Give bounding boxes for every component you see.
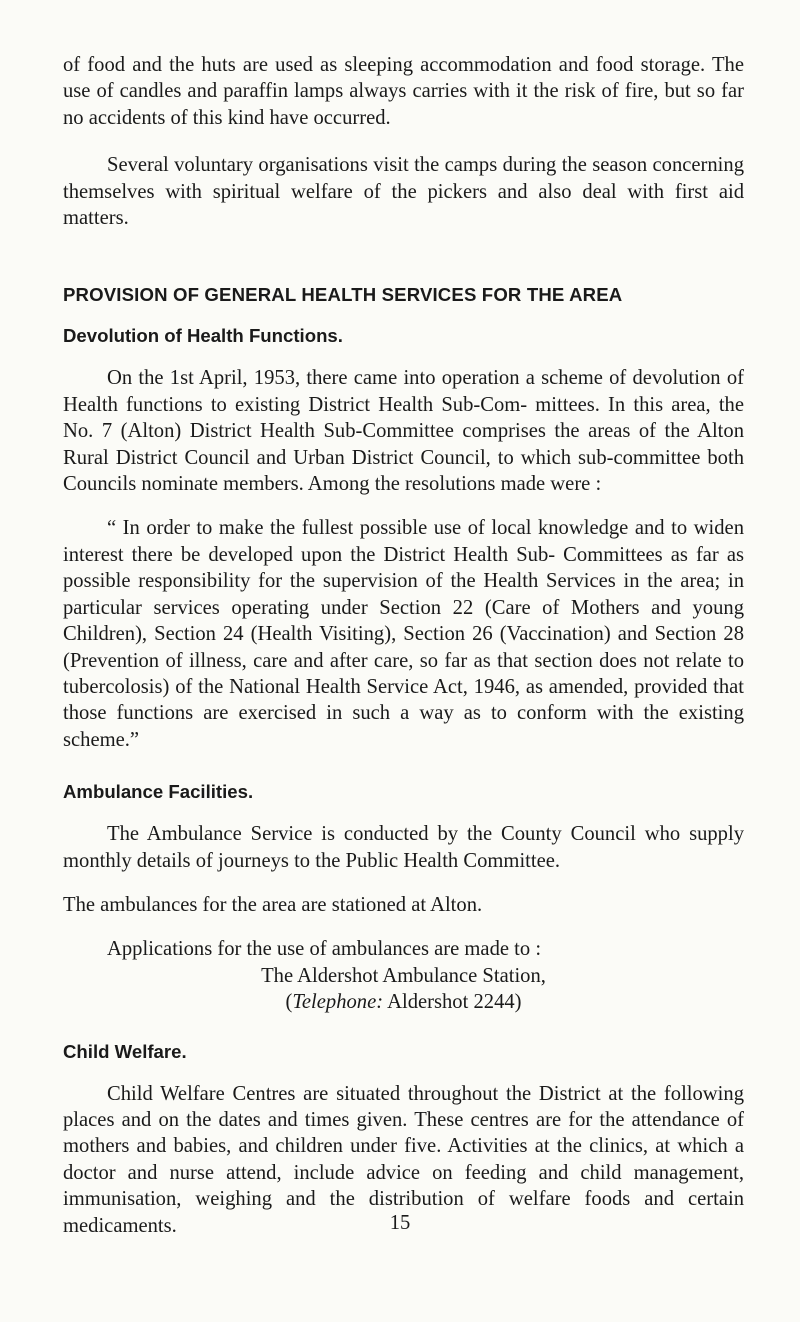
resolution-quote: “ In order to make the fullest possible use of local knowledge and to widen interest there be developed upon the District Health Sub- Committees as far as possible responsibility for the supervision of the Health Services in the area; in particular services operating under Section 22 (Care of Mothers and young Children), Section 24 (Health Visiting), Section 26 (Vaccination) and Section 28 (Prevention of illness, care and after care, so far as that section does not relate to tubercolosis) of the National Health Service Act, 1946, as amended, provided that those functions are exercised in such a way as to conform with the existing scheme.” [63,517,744,751]
ambulance-station-name: The Aldershot Ambulance Station, [261,964,546,987]
ambulance-service-paragraph: The Ambulance Service is conducted by the County Council who supply monthly details of journeys to the Public Health Committee. [63,823,744,872]
paragraph-food-storage: of food and the huts are used as sleeping accommodation and food storage. The use of candles and paraffin lamps always carries with it the risk of fire, but so far no accidents of this kind have occurred. [63,54,744,129]
page-number: 15 [389,1212,411,1234]
section-heading: PROVISION OF GENERAL HEALTH SERVICES FOR THE AREA [63,284,623,306]
ambulance-heading: Ambulance Facilities. [63,781,254,803]
ambulance-telephone: (Telephone: Aldershot 2244) [285,991,522,1014]
child-welfare-heading: Child Welfare. [63,1040,187,1062]
devolution-heading: Devolution of Health Functions. [63,325,343,347]
paragraph-voluntary-organisations: Several voluntary organisations visit the camps during the season concerning themselves with spiritual welfare of the pickers and also deal with first aid matters. [63,154,744,230]
ambulance-applications-paragraph: Applications for the use of ambulances are made to : [107,938,542,961]
document-page [63,52,744,1239]
telephone-label: Telephone: [292,991,384,1014]
child-welfare-paragraph: Child Welfare Centres are situated throughout the District at the following places and on the dates and times given. These centres are for the attendance of mothers and babies, and children under five. Activities at the clinics, at which a doctor and nurse attend, include advice on feeding and child management, immunisation, weighing and the distribution of welfare foods and certain medicaments. [63,1082,744,1237]
ambulance-station-paragraph: The ambulances for the area are stationed at Alton. [63,893,483,916]
devolution-paragraph: On the 1st April, 1953, there came into operation a scheme of devolution of Health functions to existing District Health Sub-Com- mittees. In this area, the No. 7 (Alton) District Health Sub-Committee comprises the areas of the Alton Rural District Council and Urban District Council, to which sub-committee both Councils nominate members. Among the resolutions made were : [63,367,744,496]
telephone-number: Aldershot 2244 [387,991,515,1014]
